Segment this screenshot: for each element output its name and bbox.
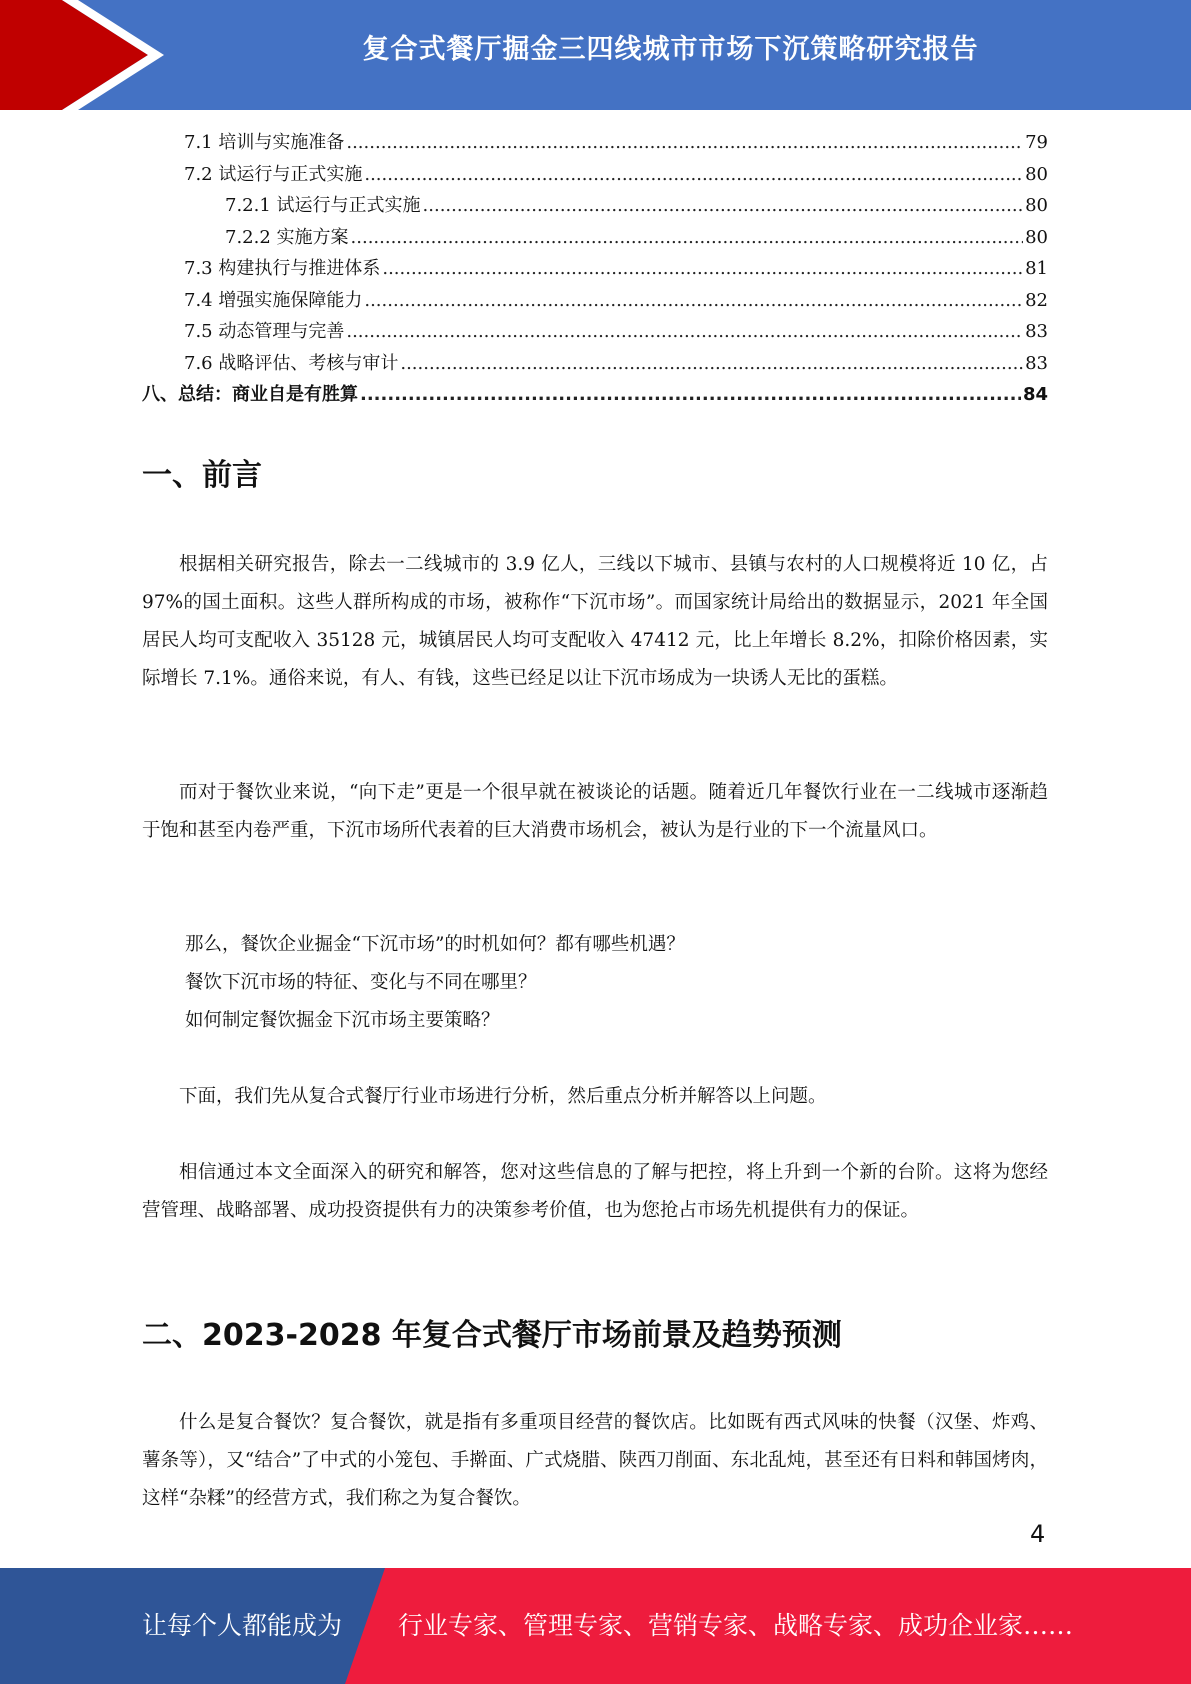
toc-page: 84 <box>1022 384 1048 405</box>
toc-label: 7.4 增强实施保障能力 <box>184 289 363 311</box>
table-of-contents <box>142 128 1048 412</box>
toc-page: 83 <box>1025 352 1048 374</box>
toc-page: 82 <box>1025 289 1048 311</box>
page-number: 4 <box>1030 1520 1046 1548</box>
toc-entry[interactable] <box>142 128 1048 160</box>
toc-entry[interactable] <box>142 191 1048 223</box>
toc-entry[interactable] <box>142 254 1048 286</box>
toc-entry[interactable] <box>142 223 1048 255</box>
toc-leader <box>382 258 1023 279</box>
toc-page: 80 <box>1025 226 1048 248</box>
toc-page: 80 <box>1025 163 1048 185</box>
section-heading-preface: 一、前言 <box>142 458 262 493</box>
paragraph: 根据相关研究报告，除去一二线城市的 3.9 亿人，三线以下城市、县镇与农村的人口规模将近 10 亿，占 97%的国土面积。这些人群所构成的市场，被称作“下沉市场”。而国家统计局给出的数据显示，2021 年全国居民人均可支配收入 35128 元，城镇居民人均可支配收入 47412 元，比上年增长 8.2%，扣除价格因素，实际增长 7.1%。通俗来说，有人、有钱，这些已经足以让下沉市场成为一块诱人无比的蛋糕。 <box>142 554 1048 689</box>
toc-leader <box>364 290 1023 311</box>
toc-entry[interactable] <box>142 286 1048 318</box>
toc-label: 7.3 构建执行与推进体系 <box>184 258 381 279</box>
toc-leader <box>346 132 1023 153</box>
paragraph: 什么是复合餐饮？复合餐饮，就是指有多重项目经营的餐饮店。比如既有西式风味的快餐（汉堡、炸鸡、薯条等），又“结合”了中式的小笼包、手擀面、广式烧腊、陕西刀削面、东北乱炖，甚至还有日料和韩国烤肉，这样“杂糅”的经营方式，我们称之为复合餐饮。 <box>142 1412 1048 1509</box>
toc-page: 80 <box>1025 195 1048 216</box>
question-line: 餐饮下沉市场的特征、变化与不同在哪里？ <box>185 972 537 993</box>
toc-leader <box>351 227 1024 248</box>
toc-label: 7.2.2 实施方案 <box>225 226 349 248</box>
toc-entry[interactable] <box>142 349 1048 381</box>
footer-slogan-right: 行业专家、管理专家、营销专家、战略专家、成功企业家…… <box>398 1611 1074 1640</box>
toc-leader <box>423 195 1024 216</box>
question-line: 如何制定餐饮掘金下沉市场主要策略？ <box>185 1010 500 1031</box>
question-line: 那么，餐饮企业掘金“下沉市场”的时机如何？都有哪些机遇？ <box>185 934 685 955</box>
page-header <box>0 0 1191 110</box>
toc-page: 81 <box>1025 258 1048 279</box>
toc-leader <box>364 164 1023 185</box>
toc-label: 7.6 战略评估、考核与审计 <box>184 352 399 374</box>
toc-entry[interactable] <box>142 380 1048 412</box>
section-heading-forecast: 二、2023-2028 年复合式餐厅市场前景及趋势预测 <box>142 1318 842 1353</box>
toc-label: 7.5 动态管理与完善 <box>184 321 345 342</box>
toc-label: 7.2 试运行与正式实施 <box>184 163 363 185</box>
toc-entry[interactable] <box>142 160 1048 192</box>
toc-label: 八、总结：商业自是有胜算 <box>142 384 358 405</box>
toc-leader <box>400 353 1023 374</box>
paragraph: 相信通过本文全面深入的研究和解答，您对这些信息的了解与把控，将上升到一个新的台阶。这将为您经营管理、战略部署、成功投资提供有力的决策参考价值，也为您抢占市场先机提供有力的保证。 <box>142 1162 1048 1221</box>
toc-page: 79 <box>1025 132 1048 153</box>
report-title: 复合式餐厅掘金三四线城市市场下沉策略研究报告 <box>362 34 979 65</box>
toc-leader <box>360 384 1021 405</box>
toc-entry[interactable] <box>142 317 1048 349</box>
toc-page: 83 <box>1025 321 1048 342</box>
toc-leader <box>346 321 1023 342</box>
page-footer <box>0 1568 1191 1684</box>
footer-slogan-left: 让每个人都能成为 <box>142 1611 343 1640</box>
header-red-arrow <box>0 0 148 110</box>
toc-label: 7.1 培训与实施准备 <box>184 132 345 153</box>
paragraph: 下面，我们先从复合式餐厅行业市场进行分析，然后重点分析并解答以上问题。 <box>179 1086 827 1107</box>
toc-label: 7.2.1 试运行与正式实施 <box>225 195 421 216</box>
paragraph: 而对于餐饮业来说，“向下走”更是一个很早就在被谈论的话题。随着近几年餐饮行业在一二线城市逐渐趋于饱和甚至内卷严重，下沉市场所代表着的巨大消费市场机会，被认为是行业的下一个流量风口。 <box>142 782 1048 841</box>
